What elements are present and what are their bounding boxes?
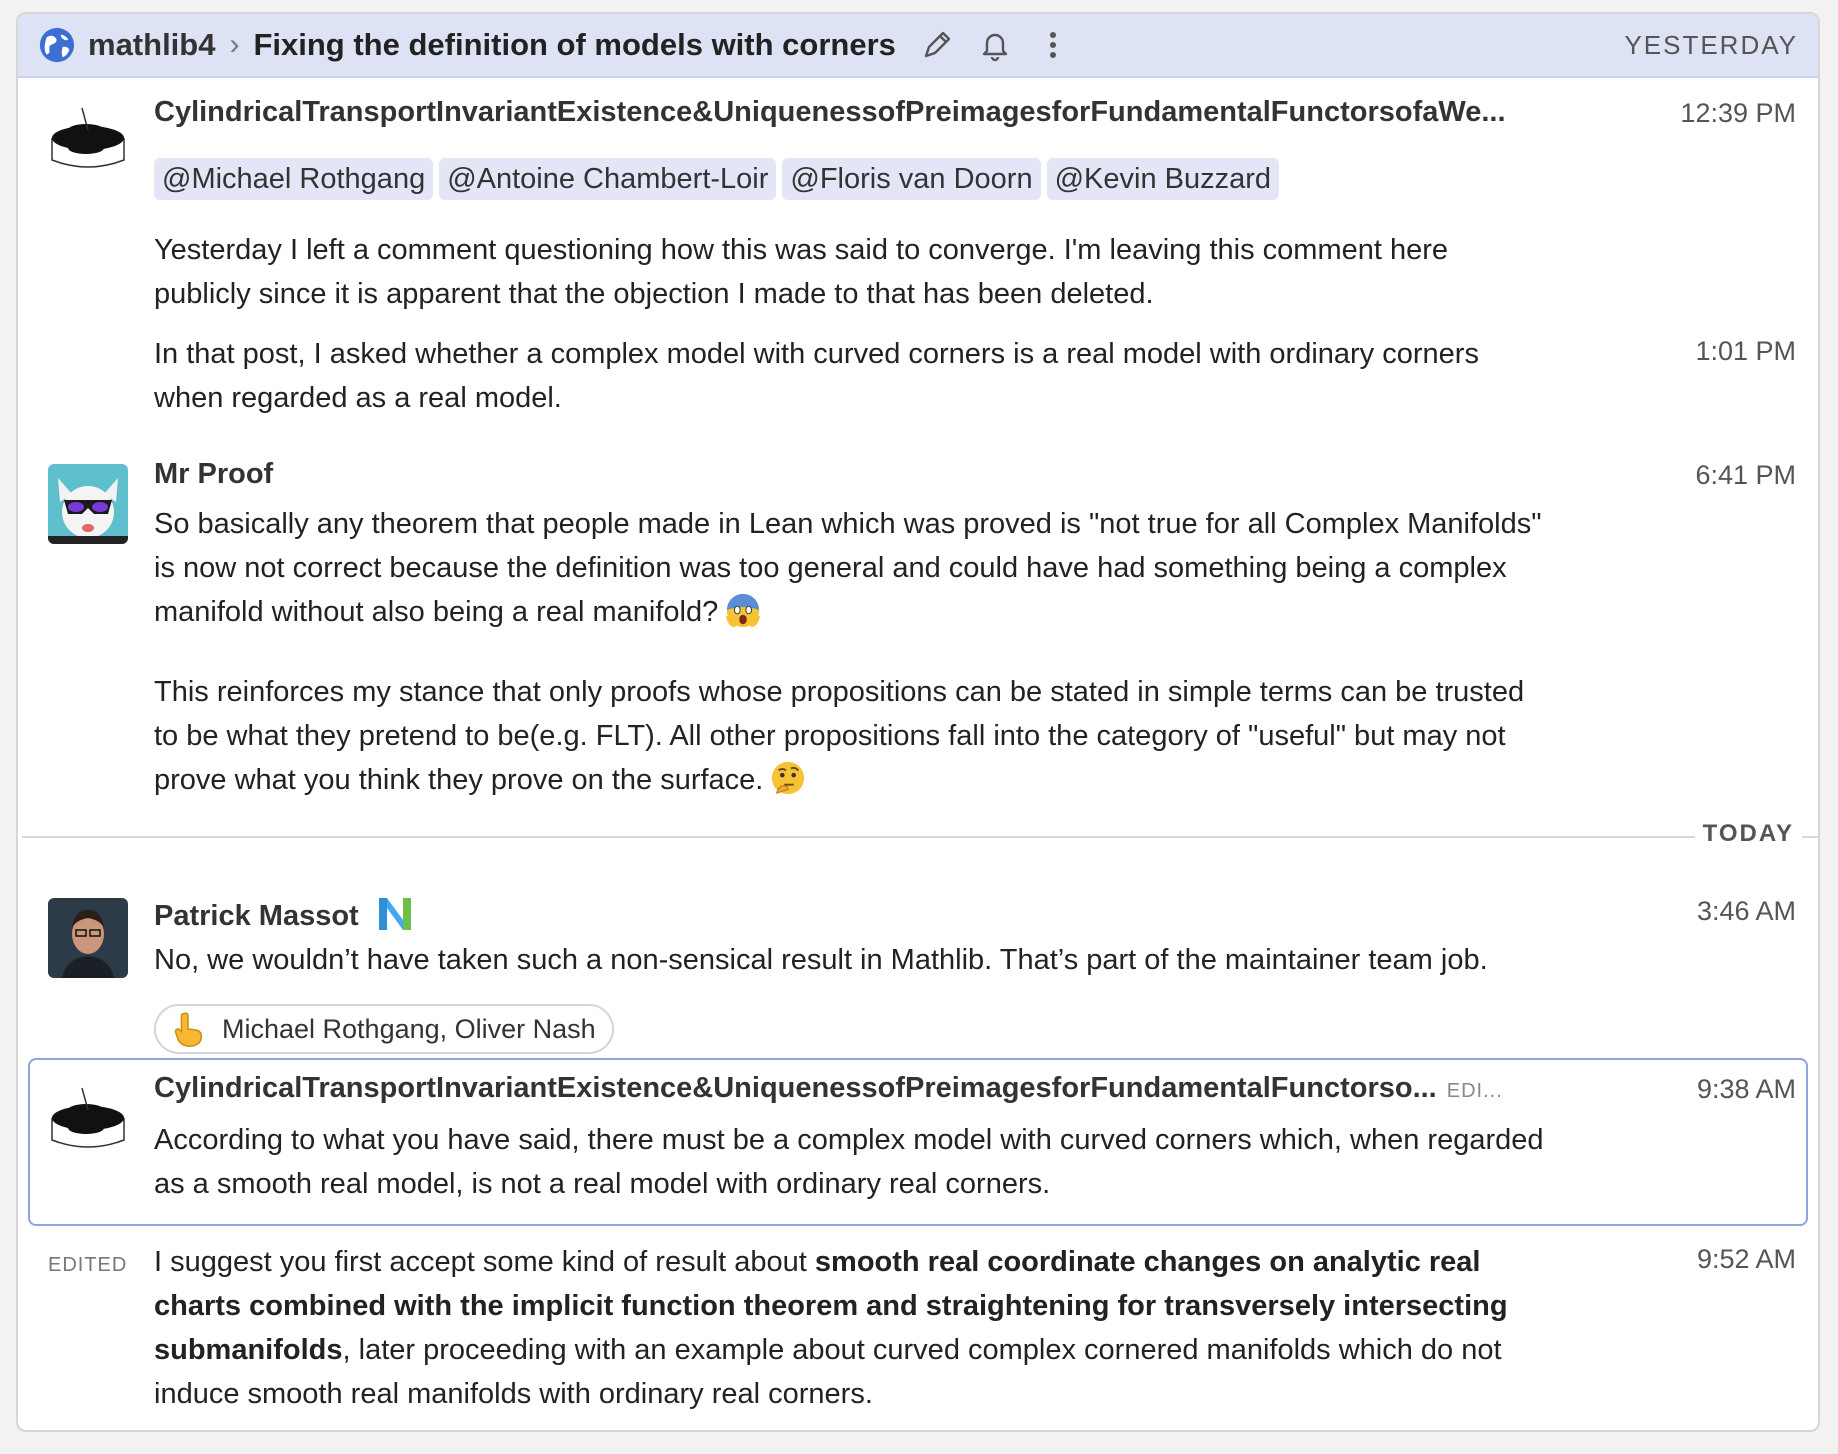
topic-title[interactable]: Fixing the definition of models with corners xyxy=(253,27,896,62)
sender-name[interactable]: Mr Proof xyxy=(154,458,274,490)
message-row[interactable] xyxy=(18,1058,1818,1222)
message-body: In that post, I asked whether a complex model with curved corners is a real model with ordinary corners when regarded as a real model. xyxy=(154,338,1479,414)
message-time[interactable]: 3:46 AM xyxy=(1696,896,1796,926)
more-vertical-icon[interactable] xyxy=(1036,28,1070,62)
mention-list xyxy=(154,158,1279,200)
globe-icon[interactable] xyxy=(38,26,76,64)
message-body: This reinforces my stance that only proofs whose propositions can be stated in simple terms can be trusted to be what they pretend to be(e.g. FLT). All other propositions fall into the category of "useful" but may not prove what you think they prove on the surface. xyxy=(154,676,1525,796)
sender-name[interactable]: CylindricalTransportInvariantExistence&UniquenessofPreimagesforFundamentalFunctorsofaWe... xyxy=(154,96,1506,128)
topic-header xyxy=(18,14,1818,78)
message-row[interactable] xyxy=(18,78,1818,318)
message-body: According to what you have said, there must be a complex model with curved corners which, when regarded as a smooth real model, is not a real model with ordinary real corners. xyxy=(154,1124,1544,1200)
avatar[interactable] xyxy=(48,1078,128,1158)
reaction-users: Michael Rothgang, Oliver Nash xyxy=(222,1013,596,1044)
maintainer-badge-icon xyxy=(375,894,415,934)
message-time[interactable]: 12:39 PM xyxy=(1680,98,1796,128)
thinking-face-emoji-icon xyxy=(769,759,807,797)
avatar[interactable] xyxy=(48,464,128,544)
user-mention[interactable]: @Kevin Buzzard xyxy=(1047,158,1279,200)
pointing-finger-emoji-icon xyxy=(170,1010,208,1048)
message-feed xyxy=(16,12,1820,1432)
message-row[interactable] xyxy=(18,670,1818,820)
user-mention[interactable]: @Michael Rothgang xyxy=(154,158,433,200)
date-divider xyxy=(22,836,1818,838)
sender-name[interactable]: Patrick Massot xyxy=(154,894,415,934)
message-time[interactable]: 9:52 AM xyxy=(1696,1244,1796,1274)
pencil-icon[interactable] xyxy=(920,28,954,62)
user-mention[interactable]: @Antoine Chambert-Loir xyxy=(439,158,776,200)
stream-name[interactable]: mathlib4 xyxy=(88,27,216,62)
message-time[interactable]: 6:41 PM xyxy=(1695,460,1796,490)
message-time[interactable]: 9:38 AM xyxy=(1696,1074,1796,1104)
avatar[interactable] xyxy=(48,898,128,978)
bold-text: smooth real coordinate changes on analytic real charts combined with the implicit function theorem and straightening for transversely intersecting submanifolds xyxy=(154,1246,1508,1366)
message-body: So basically any theorem that people made in Lean which was proved is "not true for all Complex Manifolds" is now not correct because the definition was too general and could have had something being a complex manifold without also being a real manifold? xyxy=(154,508,1542,628)
edited-indicator: EDI... xyxy=(1446,1080,1503,1102)
user-mention[interactable]: @Floris van Doorn xyxy=(782,158,1040,200)
sender-name[interactable]: CylindricalTransportInvariantExistence&UniquenessofPreimagesforFundamentalFunctorso... EDI... xyxy=(154,1072,1503,1104)
message-row[interactable] xyxy=(18,886,1818,1066)
edited-indicator: EDITED xyxy=(48,1254,128,1276)
message-body: No, we wouldn’t have taken such a non-sensical result in Mathlib. That’s part of the maintainer team job. xyxy=(154,944,1488,976)
message-body: Yesterday I left a comment questioning how this was said to converge. I'm leaving this comment here publicly since it is apparent that the objection I made to that has been deleted. xyxy=(154,234,1449,310)
reaction-pill[interactable] xyxy=(154,1004,614,1054)
message-row[interactable] xyxy=(18,332,1818,432)
message-row[interactable] xyxy=(18,1240,1818,1420)
date-label: YESTERDAY xyxy=(1624,29,1798,60)
chevron-right-icon: › xyxy=(229,28,240,61)
avatar[interactable] xyxy=(48,98,128,178)
message-time[interactable]: 1:01 PM xyxy=(1695,336,1796,366)
message-body: I suggest you first accept some kind of result about smooth real coordinate changes on analytic real charts combined with the implicit function theorem and straightening for transversely intersecting submanifolds, later proceeding with an example about curved complex cornered manifolds which do not induce smooth real manifolds with ordinary real corners. xyxy=(154,1246,1508,1410)
screaming-face-emoji-icon xyxy=(724,591,762,629)
date-divider-label: TODAY xyxy=(1695,820,1802,848)
bell-icon[interactable] xyxy=(978,28,1012,62)
